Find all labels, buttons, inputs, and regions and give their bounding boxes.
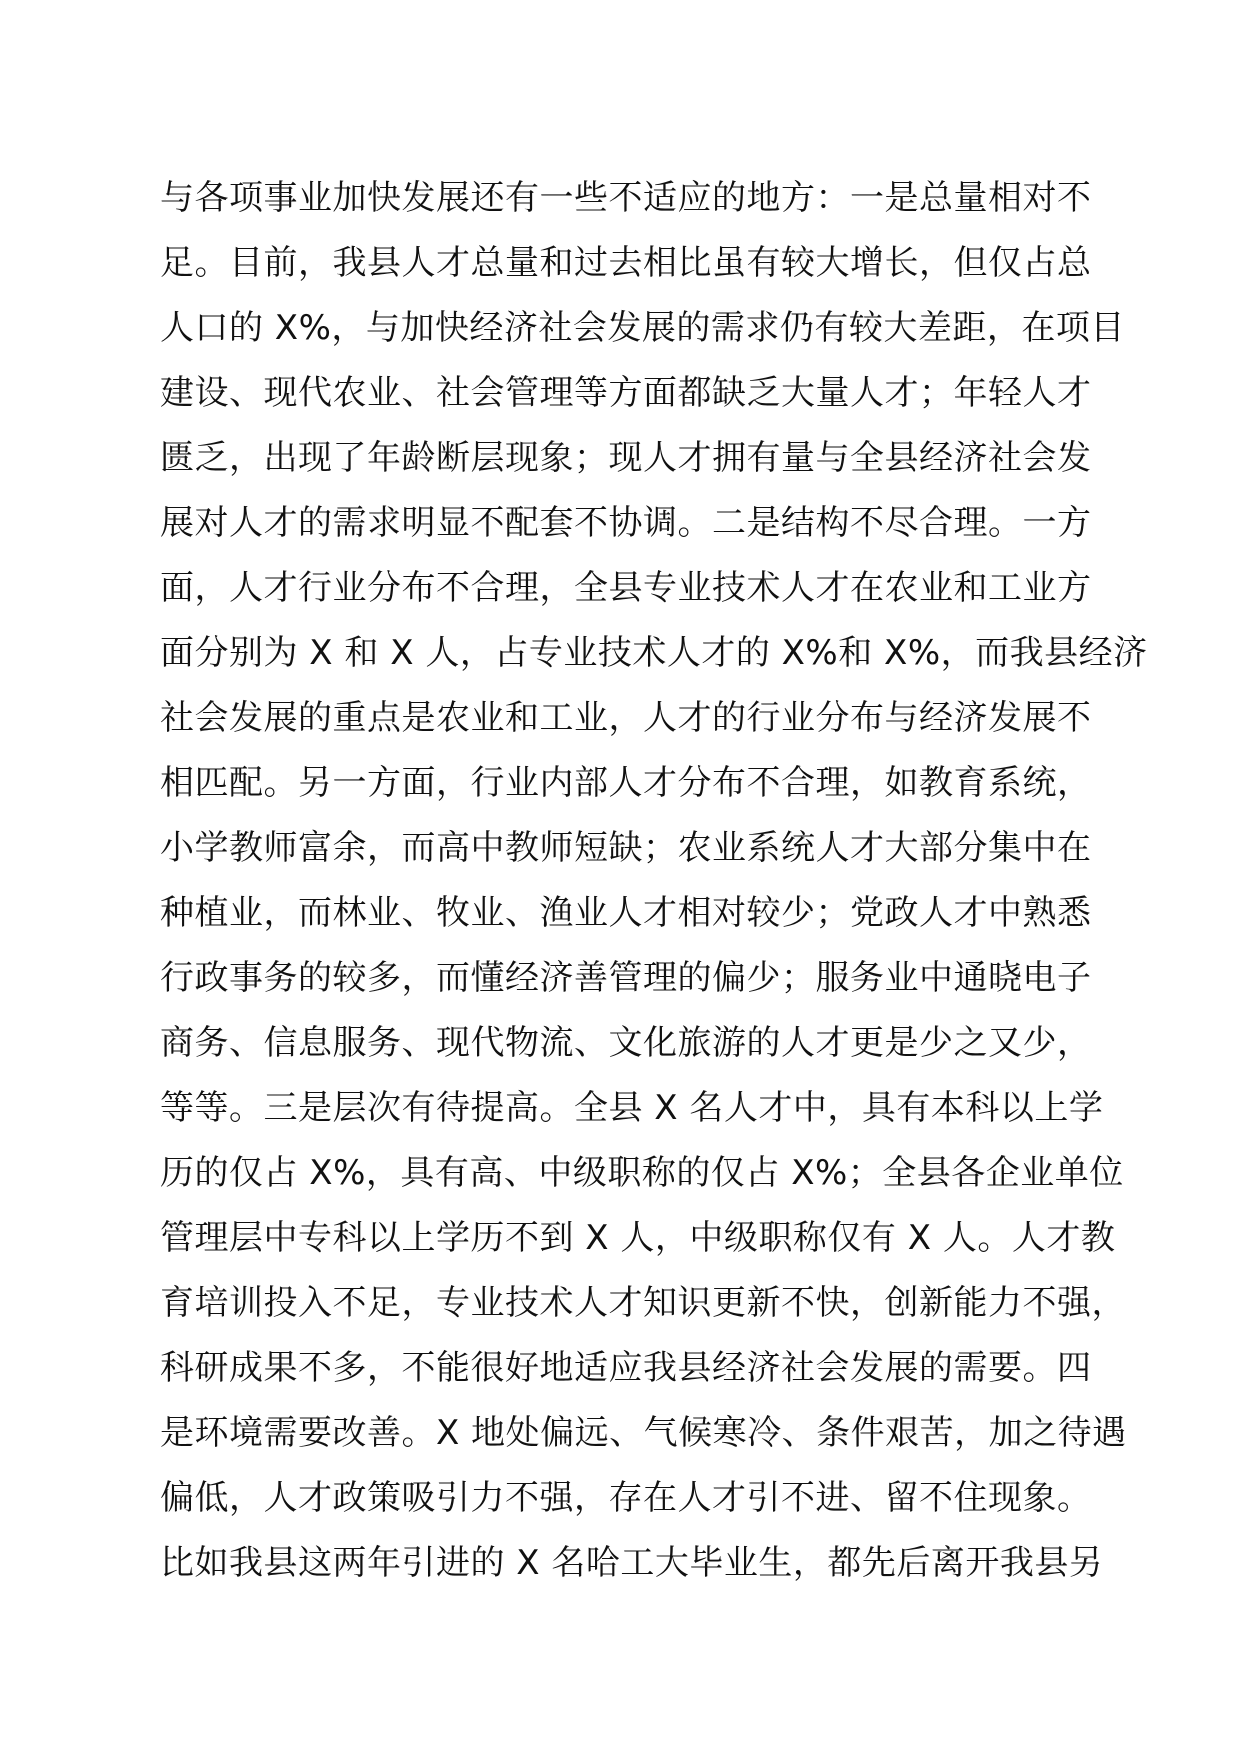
text-line: 科研成果不多，不能很好地适应我县经济社会发展的需要。四 [160,1348,1092,1388]
text-line: 育培训投入不足，专业技术人才知识更新不快，创新能力不强， [160,1283,1126,1323]
text-line: 面，人才行业分布不合理，全县专业技术人才在农业和工业方 [160,568,1092,608]
text-line: 相匹配。另一方面，行业内部人才分布不合理，如教育系统， [160,763,1092,803]
text-line: 面分别为 X 和 X 人，占专业技术人才的 X%和 X%，而我县经济 [160,633,1148,673]
text-line: 种植业，而林业、牧业、渔业人才相对较少；党政人才中熟悉 [160,893,1092,933]
text-line: 人口的 X%，与加快经济社会发展的需求仍有较大差距，在项目 [160,308,1125,348]
text-line: 小学教师富余，而高中教师短缺；农业系统人才大部分集中在 [160,828,1092,868]
text-line: 建设、现代农业、社会管理等方面都缺乏大量人才；年轻人才 [160,373,1092,413]
text-line: 偏低，人才政策吸引力不强，存在人才引不进、留不住现象。 [160,1478,1092,1518]
body-paragraph [160,166,1148,1596]
text-line: 商务、信息服务、现代物流、文化旅游的人才更是少之又少， [160,1023,1092,1063]
text-line: 匮乏，出现了年龄断层现象；现人才拥有量与全县经济社会发 [160,438,1092,478]
text-line: 行政事务的较多，而懂经济善管理的偏少；服务业中通晓电子 [160,958,1092,998]
text-line: 是环境需要改善。X 地处偏远、气候寒冷、条件艰苦，加之待遇 [160,1413,1127,1453]
text-line: 展对人才的需求明显不配套不协调。二是结构不尽合理。一方 [160,503,1092,543]
text-line: 管理层中专科以上学历不到 X 人，中级职称仅有 X 人。人才教 [160,1218,1116,1258]
text-line: 历的仅占 X%，具有高、中级职称的仅占 X%；全县各企业单位 [160,1153,1124,1193]
text-line: 足。目前，我县人才总量和过去相比虽有较大增长，但仅占总 [160,243,1092,283]
text-line: 等等。三是层次有待提高。全县 X 名人才中，具有本科以上学 [160,1088,1104,1128]
text-line: 与各项事业加快发展还有一些不适应的地方：一是总量相对不 [160,178,1092,218]
text-line: 比如我县这两年引进的 X 名哈工大毕业生，都先后离开我县另 [160,1543,1104,1583]
text-line: 社会发展的重点是农业和工业，人才的行业分布与经济发展不 [160,698,1092,738]
